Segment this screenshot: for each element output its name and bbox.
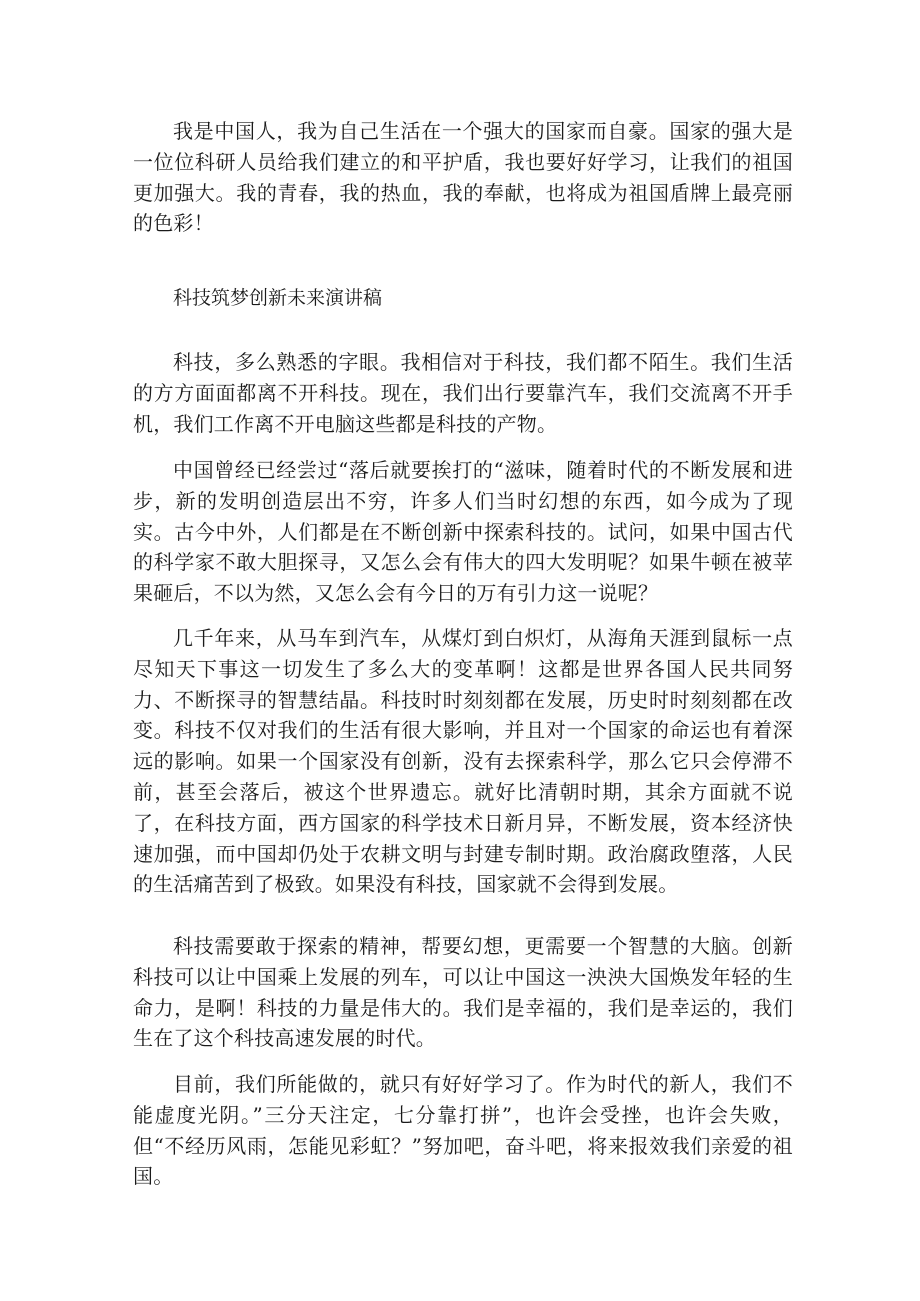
body-paragraph-1: 科技，多么熟悉的字眼。我相信对于科技，我们都不陌生。我们生活的方方面面都离不开科技。现在，我们出行要靠汽车，我们交流离不开手机，我们工作离不开电脑这些都是科技的产物。 xyxy=(133,350,793,436)
speech-title: 科技筑梦创新未来演讲稿 xyxy=(173,287,383,309)
intro-paragraph: 我是中国人，我为自己生活在一个强大的国家而自豪。国家的强大是一位位科研人员给我们建立的和平护盾，我也要好好学习，让我们的祖国更加强大。我的青春，我的热血，我的奉献，也将成为祖国盾牌上最亮丽的色彩！ xyxy=(133,119,793,236)
body-paragraph-4: 科技需要敢于探索的精神，帮要幻想，更需要一个智慧的大脑。创新科技可以让中国乘上发展的列车，可以让中国这一泱泱大国焕发年轻的生命力，是啊！科技的力量是伟大的。我们是幸福的，我们是幸运的，我们生在了这个科技高速发展的时代。 xyxy=(133,934,793,1051)
body-paragraph-3: 几千年来，从马车到汽车，从煤灯到白炽灯，从海角天涯到鼠标一点尽知天下事这一切发生了多么大的变革啊！这都是世界各国人民共同努力、不断探寻的智慧结晶。科技时时刻刻都在发展，历史时时刻刻都在改变。科技不仅对我们的生活有很大影响，并且对一个国家的命运也有着深远的影响。如果一个国家没有创新，没有去探索科学，那么它只会停滞不前，甚至会落后，被这个世界遗忘。就好比清朝时期，其余方面就不说了，在科技方面，西方国家的科学技术日新月异，不断发展，资本经济快速加强，而中国却仍处于农耕文明与封建专制时期。政治腐政堕落，人民的生活痛苦到了极致。如果没有科技，国家就不会得到发展。 xyxy=(133,626,793,897)
body-paragraph-5: 目前，我们所能做的，就只有好好学习了。作为时代的新人，我们不能虚度光阴。”三分天注定，七分靠打拼”，也许会受挫，也许会失败，但“不经历风雨，怎能见彩虹？”努加吧，奋斗吧，将来报效我们亲爱的祖国。 xyxy=(133,1072,793,1189)
body-paragraph-2: 中国曾经已经尝过“落后就要挨打的“滋味，随着时代的不断发展和进步，新的发明创造层出不穷，许多人们当时幻想的东西，如今成为了现实。古今中外，人们都是在不断创新中探索科技的。试问，如果中国古代的科学家不敢大胆探寻，又怎么会有伟大的四大发明呢？如果牛顿在被苹果砸后，不以为然，又怎么会有今日的万有引力这一说呢？ xyxy=(133,458,793,606)
